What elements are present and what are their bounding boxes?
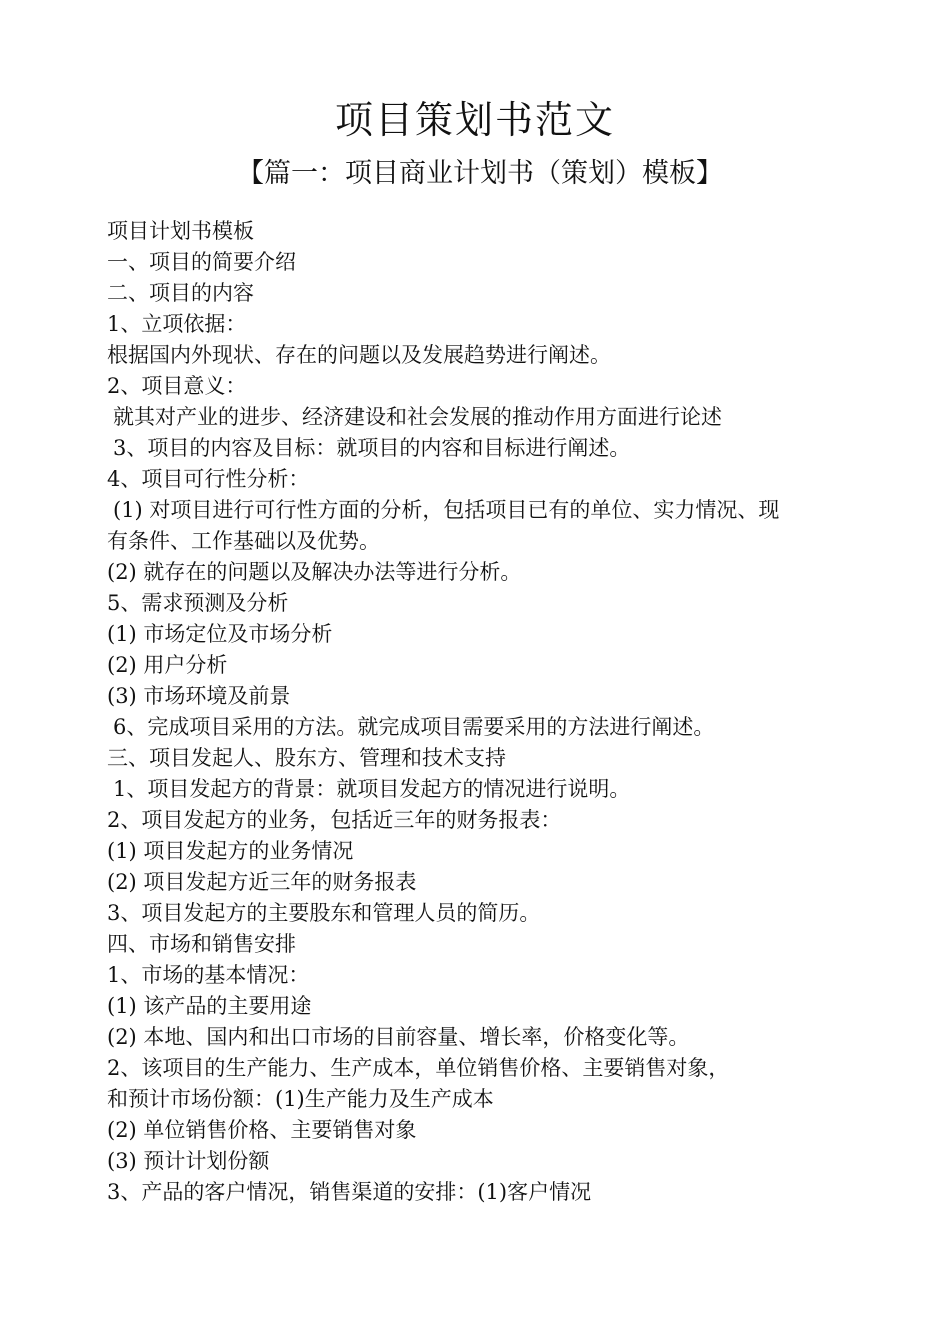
body-line: 6、完成项目采用的方法。就完成项目需要采用的方法进行阐述。 (113, 715, 715, 739)
body-line: 二、项目的内容 (107, 281, 254, 305)
body-line: 项目计划书模板 (107, 219, 254, 243)
body-line: 根据国内外现状、存在的问题以及发展趋势进行阐述。 (107, 343, 611, 367)
body-line: 2、该项目的生产能力、生产成本，单位销售价格、主要销售对象， (107, 1056, 730, 1080)
body-line: (3) 市场环境及前景 (107, 684, 291, 708)
body-line: 1、市场的基本情况： (107, 963, 310, 987)
body-line: 三、项目发起人、股东方、管理和技术支持 (107, 746, 506, 770)
body-line: (3) 预计计划份额 (107, 1149, 270, 1173)
body-line: 2、项目意义： (107, 374, 247, 398)
body-line: (2) 用户分析 (107, 653, 228, 677)
body-line: 1、立项依据： (107, 312, 247, 336)
body-line: (1) 对项目进行可行性方面的分析，包括项目已有的单位、实力情况、现 (113, 498, 780, 522)
document-subtitle: 【篇一：项目商业计划书（策划）模板】 (237, 158, 723, 189)
body-line: 四、市场和销售安排 (107, 932, 296, 956)
document-body (107, 216, 867, 1208)
body-line: (1) 该产品的主要用途 (107, 994, 312, 1018)
body-line: 5、需求预测及分析 (107, 591, 289, 615)
body-line: (1) 市场定位及市场分析 (107, 622, 333, 646)
body-line: 1、项目发起方的背景：就项目发起方的情况进行说明。 (113, 777, 631, 801)
body-line: 3、项目发起方的主要股东和管理人员的简历。 (107, 901, 541, 925)
body-line: (1) 项目发起方的业务情况 (107, 839, 354, 863)
body-line: 就其对产业的进步、经济建设和社会发展的推动作用方面进行论述 (113, 405, 722, 429)
body-line: 4、项目可行性分析： (107, 467, 310, 491)
body-line: (2) 就存在的问题以及解决办法等进行分析。 (107, 560, 522, 584)
document-title: 项目策划书范文 (334, 98, 615, 142)
body-line: 有条件、工作基础以及优势。 (107, 529, 380, 553)
body-line: 2、项目发起方的业务，包括近三年的财务报表： (107, 808, 562, 832)
body-line: 3、产品的客户情况，销售渠道的安排：(1)客户情况 (107, 1180, 592, 1204)
body-line: 一、项目的简要介绍 (107, 250, 296, 274)
body-line: (2) 本地、国内和出口市场的目前容量、增长率，价格变化等。 (107, 1025, 690, 1049)
body-line: 3、项目的内容及目标：就项目的内容和目标进行阐述。 (113, 436, 631, 460)
body-line: (2) 项目发起方近三年的财务报表 (107, 870, 417, 894)
body-line: 和预计市场份额：(1)生产能力及生产成本 (107, 1087, 494, 1111)
body-line: (2) 单位销售价格、主要销售对象 (107, 1118, 417, 1142)
